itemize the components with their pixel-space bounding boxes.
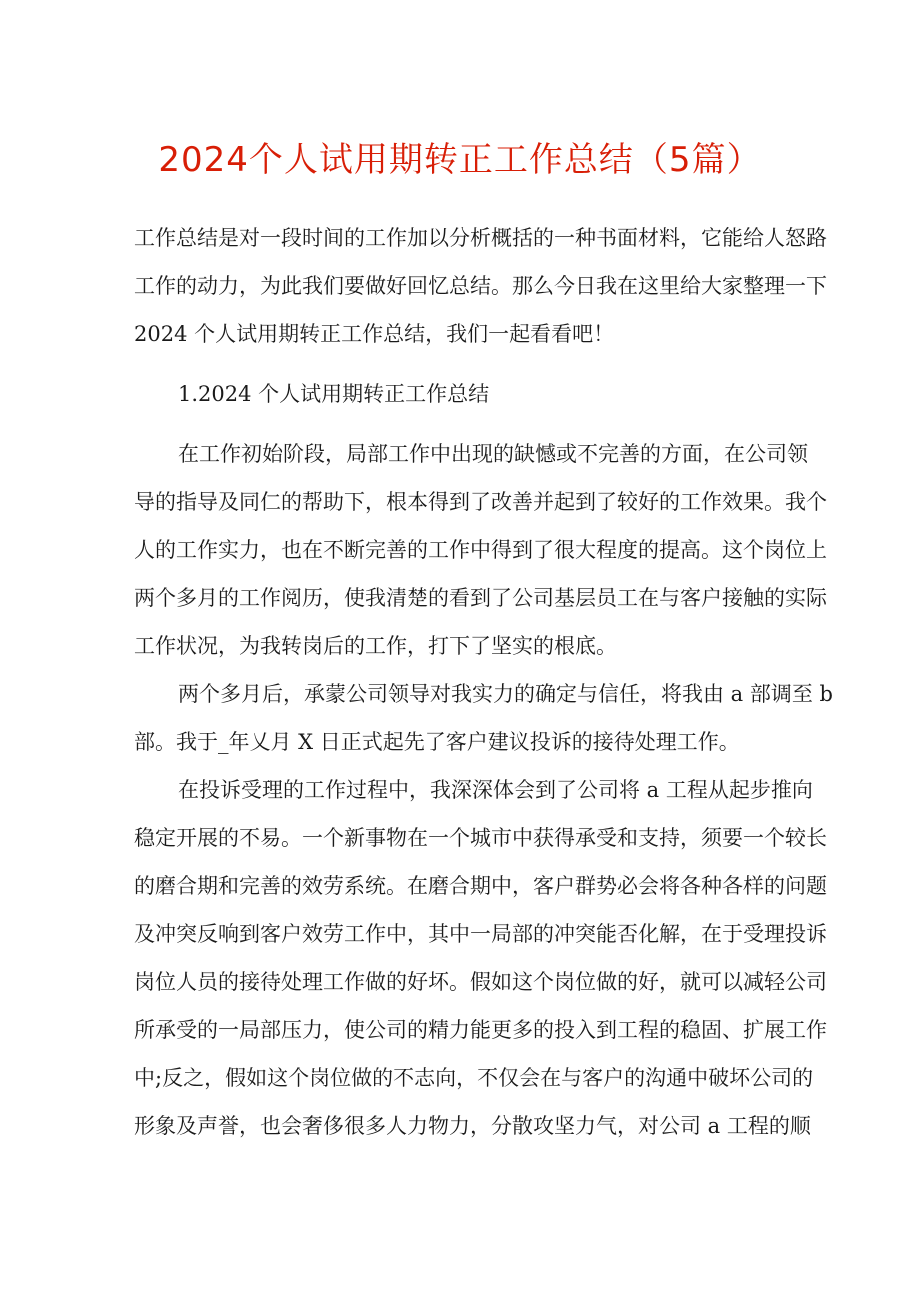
paragraph-line: 工作状况，为我转岗后的工作，打下了坚实的根底。 xyxy=(134,634,617,658)
paragraph-line: 及冲突反响到客户效劳工作中，其中一局部的冲突能否化解，在于受理投诉 xyxy=(134,922,827,946)
intro-line: 2024 个人试用期转正工作总结，我们一起看看吧！ xyxy=(134,322,615,346)
section-heading: 1.2024 个人试用期转正工作总结 xyxy=(178,382,490,406)
paragraph-line: 部。我于_年乂月 X 日正式起先了客户建议投诉的接待处理工作。 xyxy=(134,730,740,754)
paragraph-1 xyxy=(134,430,827,670)
paragraph-3 xyxy=(134,766,827,1150)
document-title: 2024个人试用期转正工作总结（5篇） xyxy=(158,140,762,180)
paragraph-line: 在投诉受理的工作过程中，我深深体会到了公司将 a 工程从起步推向 xyxy=(178,778,813,802)
intro-line: 工作总结是对一段时间的工作加以分析概括的一种书面材料，它能给人怒路 xyxy=(134,226,827,250)
paragraph-line: 两个多月后，承蒙公司领导对我实力的确定与信任，将我由 a 部调至 b xyxy=(178,682,833,706)
paragraph-line: 中;反之，假如这个岗位做的不志向，不仅会在与客户的沟通中破坏公司的 xyxy=(134,1066,814,1090)
document-body xyxy=(134,214,833,1150)
paragraph-line: 岗位人员的接待处理工作做的好坏。假如这个岗位做的好，就可以减轻公司 xyxy=(134,970,827,994)
paragraph-line: 的磨合期和完善的效劳系统。在磨合期中，客户群势必会将各种各样的问题 xyxy=(134,874,827,898)
intro-paragraph xyxy=(134,214,827,358)
paragraph-line: 导的指导及同仁的帮助下，根本得到了改善并起到了较好的工作效果。我个 xyxy=(134,490,827,514)
paragraph-line: 两个多月的工作阅历，使我清楚的看到了公司基层员工在与客户接触的实际 xyxy=(134,586,827,610)
paragraph-line: 在工作初始阶段，局部工作中出现的缺憾或不完善的方面，在公司领 xyxy=(178,442,808,466)
paragraph-line: 形象及声誉，也会奢侈很多人力物力，分散攻坚力气，对公司 a 工程的顺 xyxy=(134,1114,811,1138)
paragraph-line: 所承受的一局部压力，使公司的精力能更多的投入到工程的稳固、扩展工作 xyxy=(134,1018,827,1042)
paragraph-line: 稳定开展的不易。一个新事物在一个城市中获得承受和支持，须要一个较长 xyxy=(134,826,827,850)
paragraph-line: 人的工作实力，也在不断完善的工作中得到了很大程度的提高。这个岗位上 xyxy=(134,538,827,562)
intro-line: 工作的动力，为此我们要做好回忆总结。那么今日我在这里给大家整理一下 xyxy=(134,274,827,298)
paragraph-2 xyxy=(134,670,833,766)
